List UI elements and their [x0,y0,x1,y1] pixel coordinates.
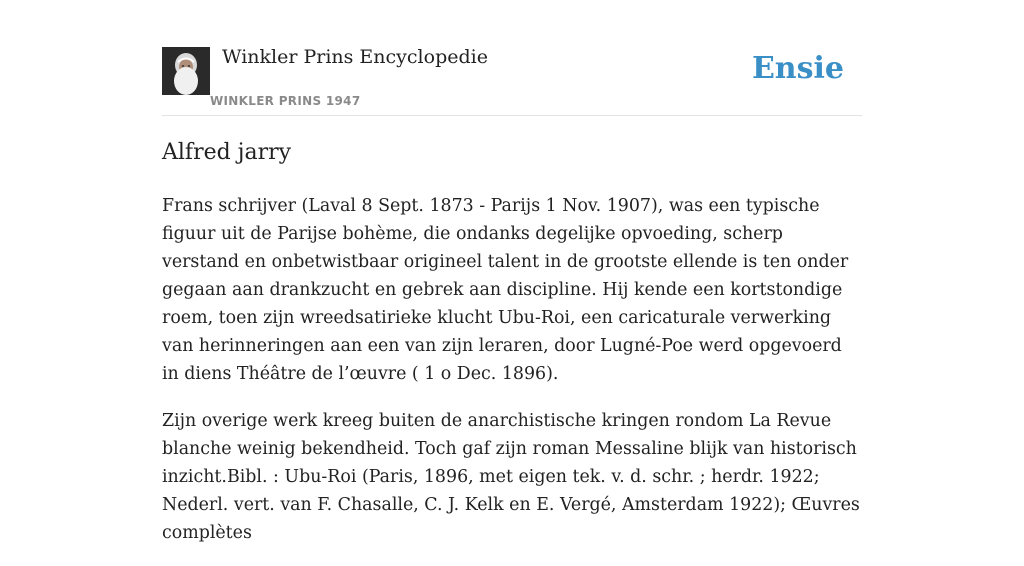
article-paragraph: Zijn overige werk kreeg buiten de anarchistische kringen rondom La Revue blanche weinig bekendheid. Toch gaf zijn roman Messaline blijk van historisch inzicht.Bibl. : Ubu-Roi (Paris, 1896, met eigen tek. v. d. schr. ; herdr. 1922; Nederl. vert. van F. Chasalle, C. J. Kelk en E. Vergé, Amsterdam 1922); Œuvres complètes [162,411,860,543]
article-paragraph: Frans schrijver (Laval 8 Sept. 1873 - Parijs 1 Nov. 1907), was een typische figuur uit de Parijse bohème, die ondanks degelijke opvoeding, scherp verstand en onbetwistbaar origineel talent in de grootste ellende is ten onder gegaan aan drankzucht en gebrek aan discipline. Hij kende een kortstondige roem, toen zijn wreedsatirieke klucht Ubu-Roi, een caricaturale verwerking van herinneringen aan een van zijn leraren, door Lugné-Poe werd opgevoerd in diens Théâtre de l’œuvre ( 1 o Dec. 1896). [162,196,849,384]
content-column [162,0,862,543]
author-avatar[interactable] [162,47,210,95]
source-header [162,0,862,116]
article-title: Alfred jarry [162,140,292,165]
portrait-image [162,47,210,95]
source-subtitle[interactable]: WINKLER PRINS 1947 [210,94,361,108]
source-title[interactable]: Winkler Prins Encyclopedie [222,46,488,68]
article-body [162,192,862,566]
brand-logo-link[interactable]: Ensie [751,51,844,86]
